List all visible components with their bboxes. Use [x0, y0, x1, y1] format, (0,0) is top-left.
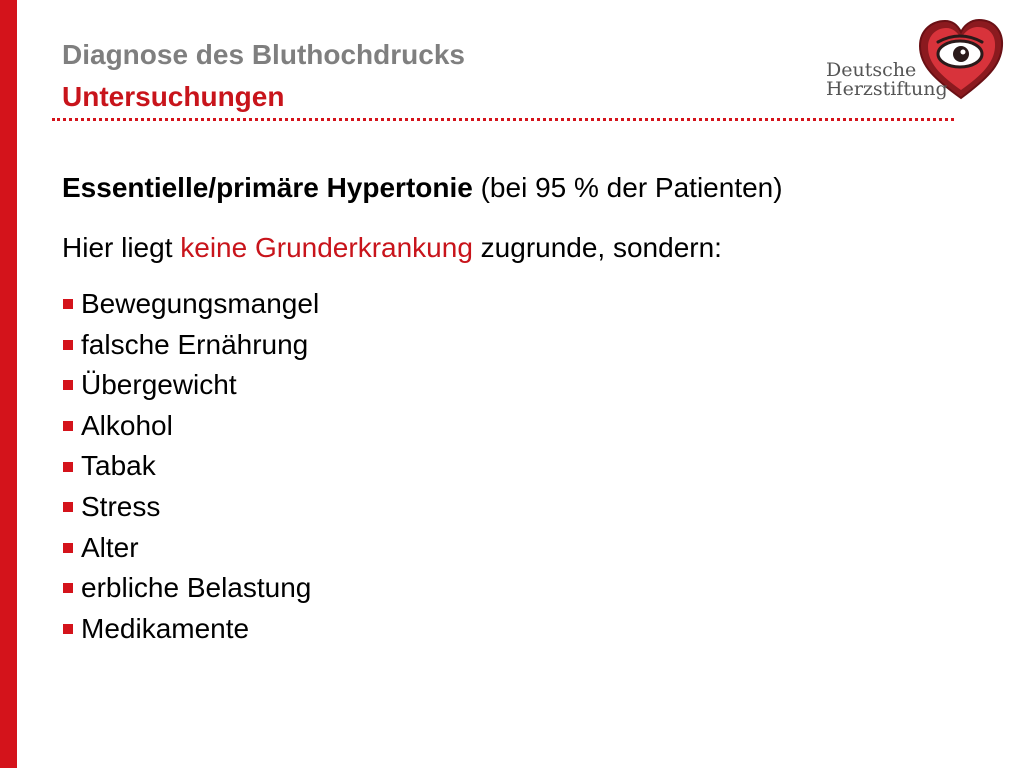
bullet-square-icon	[63, 421, 73, 431]
cause-intro-before: Hier liegt	[62, 232, 181, 263]
list-item-label: Stress	[81, 490, 161, 522]
logo-text-line2: Herzstiftung	[826, 78, 948, 100]
list-item-label: Alkohol	[81, 409, 173, 441]
hypertension-type-label: Essentielle/primäre Hypertonie	[62, 172, 473, 203]
slide-title: Diagnose des Bluthochdrucks	[62, 39, 465, 70]
hypertension-type-share: (bei 95 % der Patienten)	[472, 172, 783, 203]
list-item	[62, 325, 962, 366]
slide-subtitle: Untersuchungen	[62, 81, 285, 112]
list-item-label: Bewegungsmangel	[81, 288, 320, 319]
bullet-square-icon	[63, 543, 73, 553]
list-item-label: Alter	[81, 531, 139, 563]
list-item	[62, 487, 962, 528]
list-item-label: erbliche Belastung	[81, 572, 312, 604]
list-item	[62, 365, 962, 406]
header-divider	[52, 118, 954, 121]
list-item	[62, 446, 962, 487]
list-item	[62, 284, 962, 325]
cause-intro-after: zugrunde, sondern:	[472, 232, 722, 263]
list-item	[62, 528, 962, 569]
list-item-label: Tabak	[81, 450, 156, 482]
list-item	[62, 609, 962, 650]
cause-intro-highlight: keine Grunderkrankung	[180, 232, 473, 263]
list-item-label: Medikamente	[81, 612, 250, 644]
logo-text-line1: Deutsche	[826, 59, 917, 81]
list-item-label: Übergewicht	[81, 369, 237, 401]
bullet-square-icon	[63, 340, 73, 350]
hypertension-type-line	[62, 166, 962, 210]
bullet-square-icon	[63, 462, 73, 472]
bullet-square-icon	[63, 380, 73, 390]
slide-content	[62, 166, 962, 649]
deutsche-herzstiftung-logo	[826, 18, 1006, 104]
list-item-label: falsche Ernährung	[81, 328, 309, 360]
bullet-square-icon	[63, 624, 73, 634]
left-accent-bar	[0, 0, 17, 768]
list-item	[62, 568, 962, 609]
bullet-square-icon	[63, 583, 73, 593]
bullet-square-icon	[63, 502, 73, 512]
bullet-square-icon	[63, 299, 73, 309]
list-item	[62, 406, 962, 447]
risk-factor-list	[62, 284, 962, 649]
cause-intro-line	[62, 226, 962, 270]
